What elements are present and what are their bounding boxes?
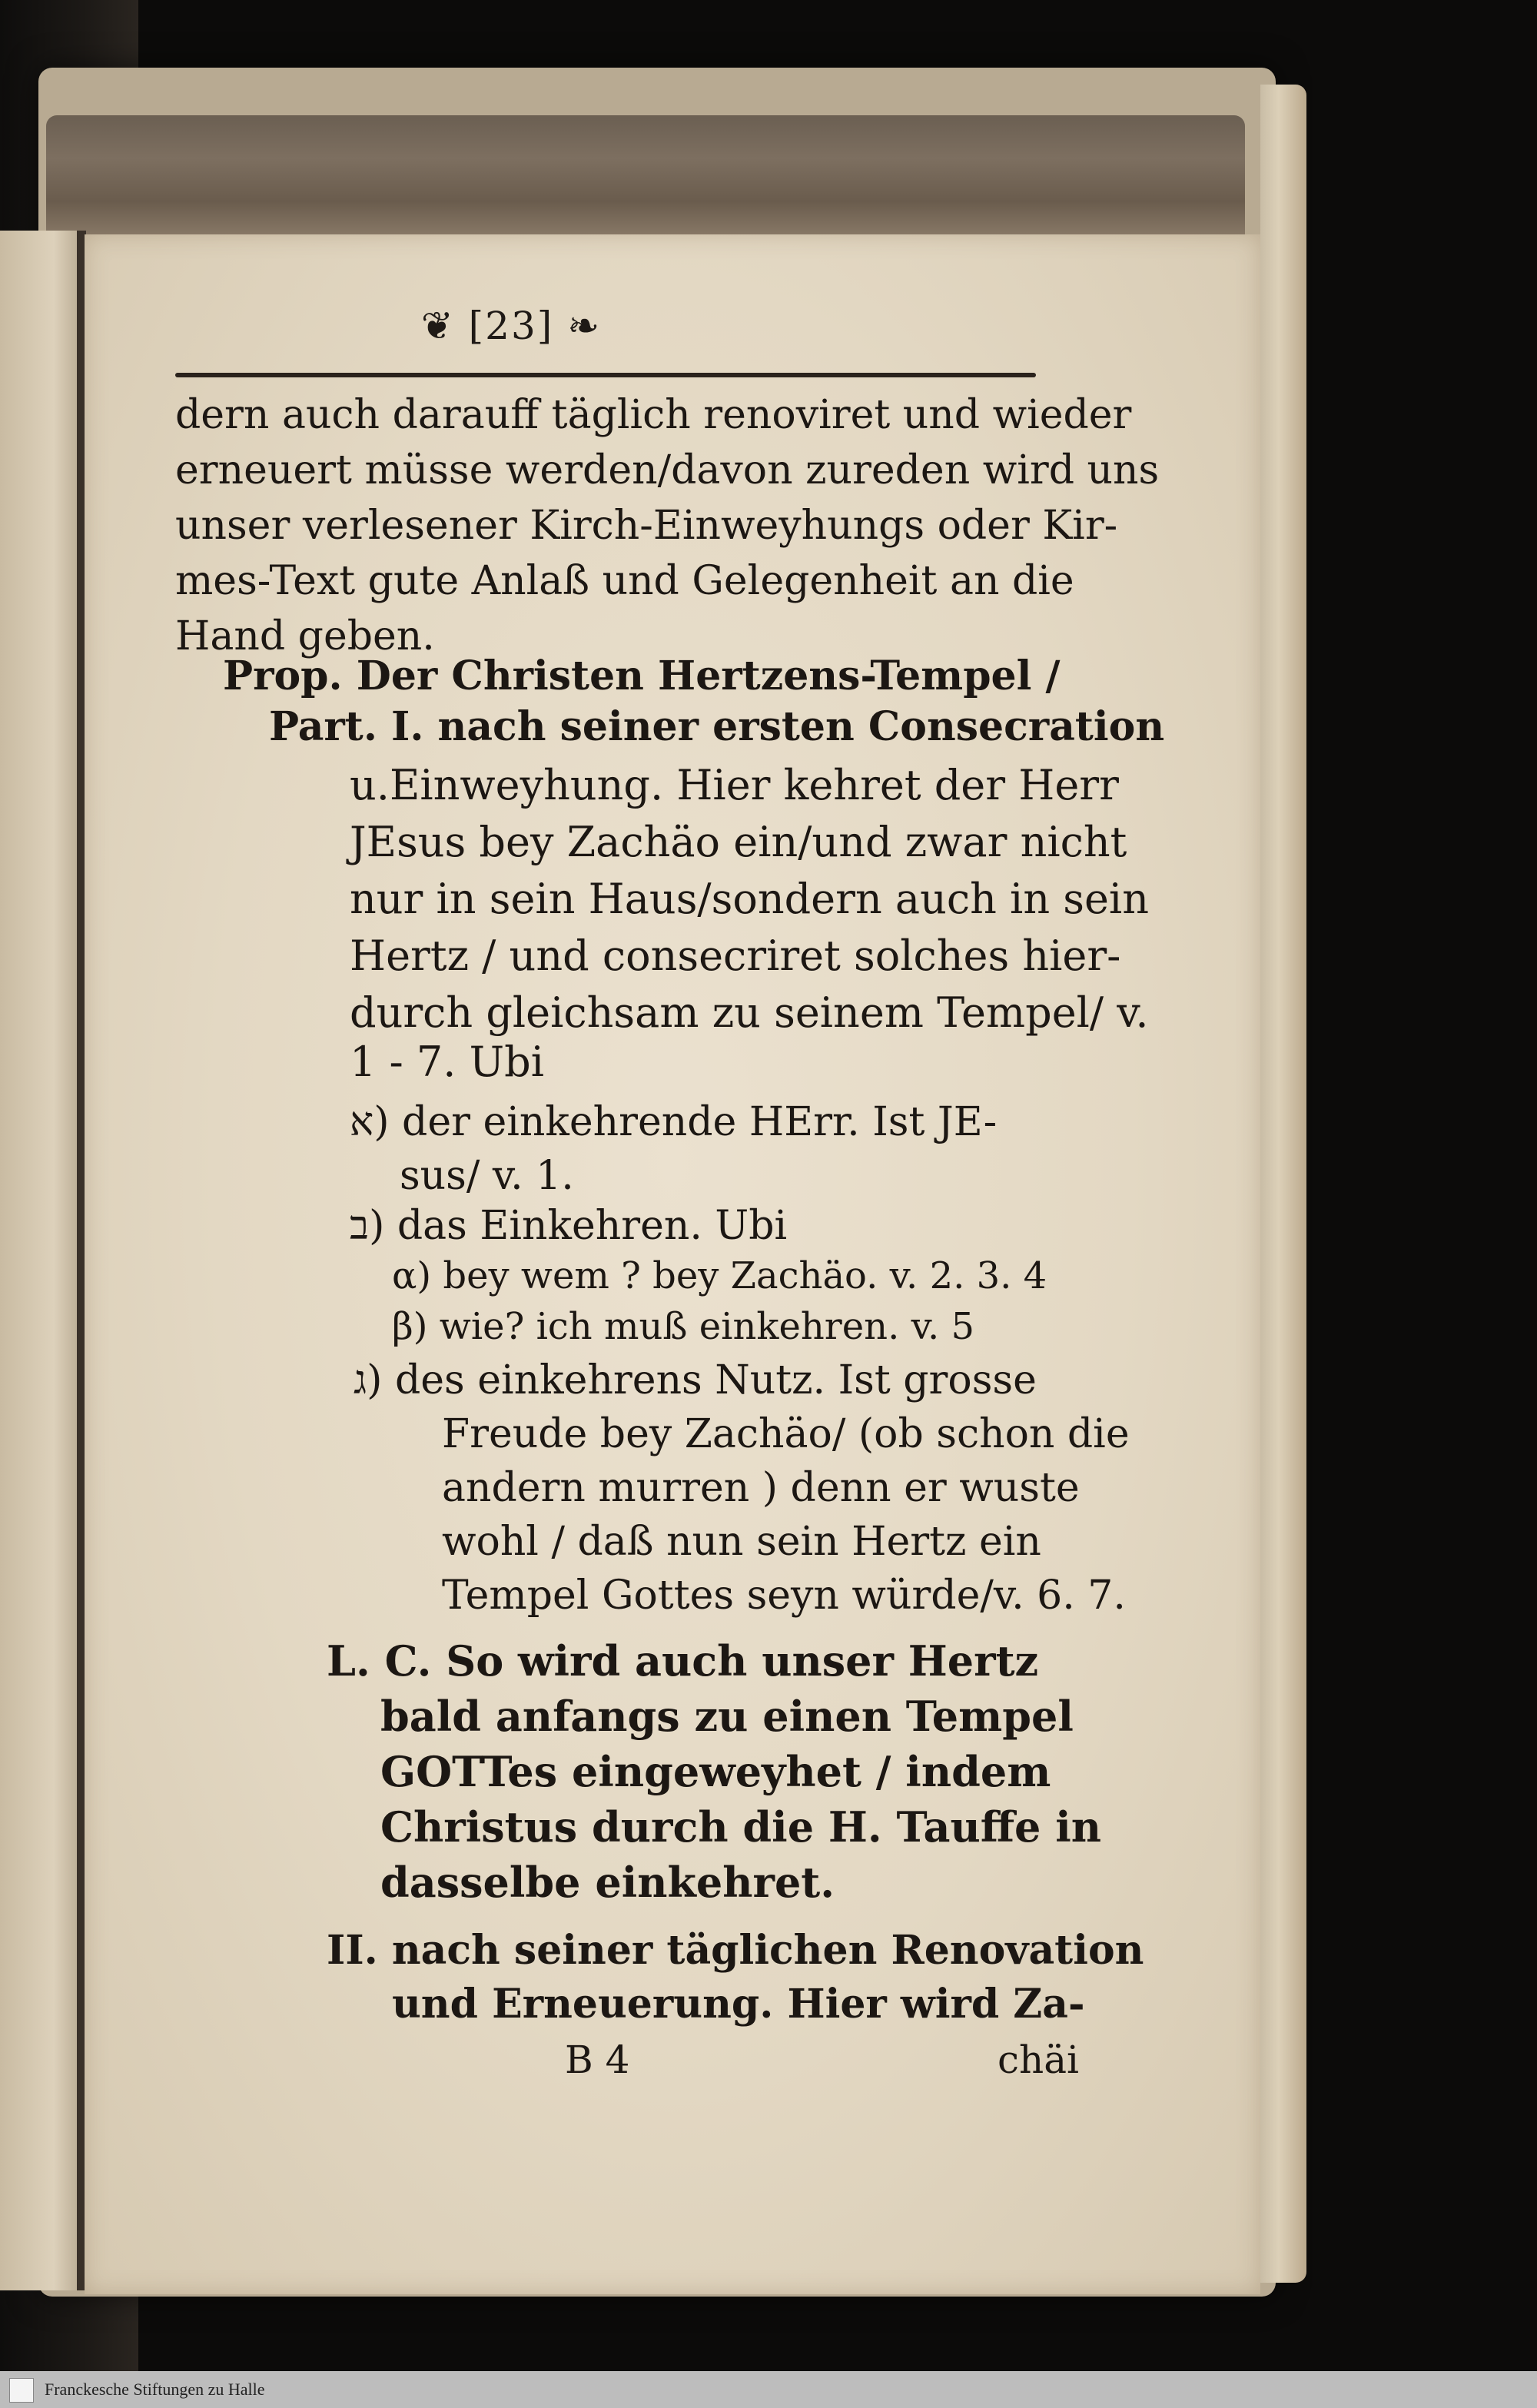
text-line: dasselbe einkehret.: [380, 1858, 835, 1907]
text-line: unser verlesener Kirch-Einweyhungs oder Kir-: [175, 503, 1118, 549]
catchword: chäi: [998, 2038, 1080, 2082]
text-line: 1 - 7. Ubi: [350, 1038, 544, 1086]
text-line: Tempel Gottes seyn würde/v. 6. 7.: [442, 1573, 1126, 1619]
text-line: JEsus bey Zachäo ein/und zwar nicht: [350, 818, 1127, 866]
text-line: Christus durch die H. Tauffe in: [380, 1802, 1101, 1852]
text-line: durch gleichsam zu seinem Tempel/ v.: [350, 988, 1149, 1037]
book-fore-edge: [1260, 85, 1306, 2283]
text-line: L. C. So wird auch unser Hertz: [327, 1636, 1039, 1686]
list-item: α) bey wem ? bey Zachäo. v. 2. 3. 4: [392, 1254, 1047, 1297]
text-line: bald anfangs zu einen Tempel: [380, 1692, 1074, 1741]
text-line: dern auch darauff täglich renoviret und wieder: [175, 392, 1132, 438]
page-number: [23]: [468, 304, 554, 348]
ornament-right-icon: ❧: [567, 304, 602, 348]
text-line: Freude bey Zachäo/ (ob schon die: [442, 1411, 1130, 1457]
text-line: Hertz / und consecriret solches hier-: [350, 932, 1121, 980]
list-item: א) der einkehrende HErr. Ist JE-: [350, 1099, 998, 1145]
part-heading: II. nach seiner täglichen Renovation: [327, 1927, 1144, 1974]
library-logo-icon: [9, 2378, 34, 2403]
text-line: sus/ v. 1.: [400, 1153, 574, 1199]
proposition-line: Prop. Der Christen Hertzens-Tempel /: [223, 653, 1061, 699]
text-line: u.Einweyhung. Hier kehret der Herr: [350, 761, 1119, 809]
ornament-left-icon: ❦: [420, 304, 455, 348]
header-rule: [175, 373, 1036, 377]
text-line: nur in sein Haus/sondern auch in sein: [350, 875, 1149, 923]
part-heading: Part. I. nach seiner ersten Consecration: [269, 703, 1165, 750]
text-line: andern murren ) denn er wuste: [442, 1465, 1080, 1511]
text-line: GOTTes eingeweyhet / indem: [380, 1747, 1051, 1796]
text-line: und Erneuerung. Hier wird Za-: [392, 1981, 1085, 2028]
facing-page-edge: [0, 231, 77, 2290]
text-line: erneuert müsse werden/davon zureden wird uns: [175, 447, 1160, 493]
text-line: mes-Text gute Anlaß und Gelegenheit an die: [175, 558, 1074, 604]
book-top-edge: [46, 115, 1245, 238]
list-item: β) wie? ich muß einkehren. v. 5: [392, 1305, 975, 1348]
list-item: ב) das Einkehren. Ubi: [350, 1203, 788, 1249]
text-line: Hand geben.: [175, 613, 435, 659]
signature-mark: B 4: [565, 2038, 630, 2082]
text-line: wohl / daß nun sein Hertz ein: [442, 1519, 1041, 1565]
list-item: ג) des einkehrens Nutz. Ist grosse: [354, 1357, 1037, 1403]
page-header: [0, 304, 1022, 348]
footer-credit: Franckesche Stiftungen zu Halle: [45, 2380, 265, 2399]
